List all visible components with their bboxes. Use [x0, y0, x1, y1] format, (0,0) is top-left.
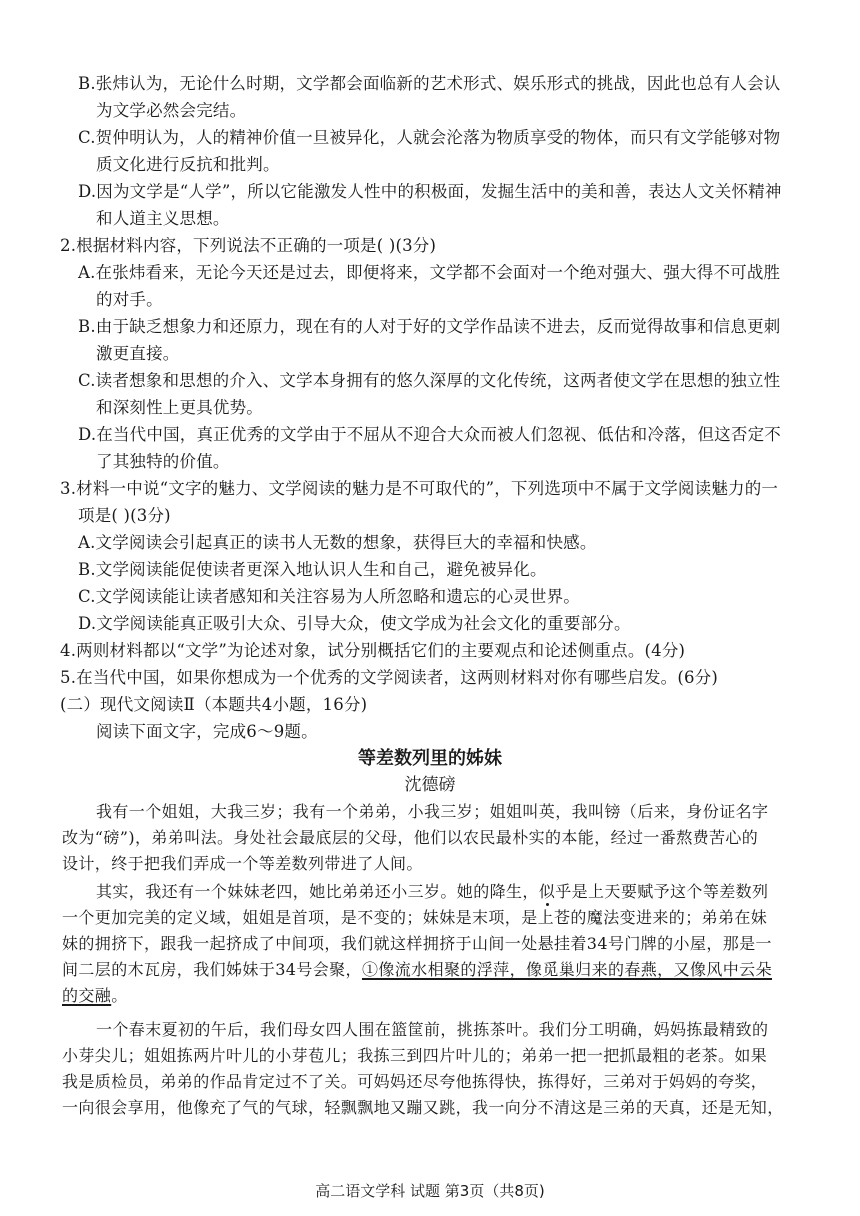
- q1-option-b-line2: 为文学必然会完结。: [96, 101, 247, 120]
- paragraph-2-line1-end: 乎是上天要赋予这个等差数列: [555, 882, 769, 901]
- paragraph-2-line4-start: 间二层的木瓦房，我们姊妹于34号会聚，: [62, 960, 362, 979]
- story-title: 等差数列里的姊妹: [358, 748, 502, 769]
- paragraph-3-line2: 小芽尖儿；姐姐拣两片叶儿的小芽苞儿；我拣三到四片叶儿的；弟弟一把一把抓最粗的老茶。如果: [62, 1046, 768, 1065]
- underlined-sentence-1: ①像流水相聚的浮萍，像觅巢归来的春燕，又像风中云朵: [361, 960, 772, 979]
- story-author: 沈德磅: [404, 775, 456, 795]
- paragraph-2-line2: 一个更加完美的定义域，姐姐是首项，是不变的；妹妹是末项，是上苍的魔法变进来的；弟弟在妹: [62, 908, 768, 927]
- paragraph-3-line3: 我是质检员，弟弟的作品肯定过不了关。可妈妈还尽夸他拣得快，拣得好，三弟对于妈妈的夸奖，: [62, 1072, 768, 1091]
- q5-stem: 5.在当代中国，如果你想成为一个优秀的文学阅读者，这两则材料对你有哪些启发。(6分): [60, 668, 719, 687]
- paragraph-2-line1-start: 其实，我还有一个妹妹老四，她比弟弟还小三岁。她的降生，: [96, 882, 539, 901]
- paragraph-2-line3: 妹的拥挤下，跟我一起挤成了中间项，我们就这样拥挤于山间一处悬挂着34号门牌的小屋，那是一: [62, 934, 772, 953]
- q2-option-b-line1: B.由于缺乏想象力和还原力，现在有的人对于好的文学作品读不进去，反而觉得故事和信息更刺: [78, 317, 781, 336]
- emphasis-dot-char: 似: [538, 882, 556, 901]
- q2-option-a-line2: 的对手。: [96, 290, 163, 309]
- q3-option-b: B.文学阅读能促使读者更深入地认识人生和自己，避免被异化。: [78, 560, 547, 579]
- q3-option-c: C.文学阅读能让读者感知和关注容易为人所忽略和遗忘的心灵世界。: [78, 587, 580, 606]
- paragraph-2-line5: [62, 984, 128, 1008]
- paragraph-2-period: 。: [111, 986, 128, 1005]
- q2-option-b-line2: 激更直接。: [96, 344, 180, 363]
- q1-option-c-line1: C.贺仲明认为，人的精神价值一旦被异化，人就会沦落为物质享受的物体，而只有文学能够对物: [78, 128, 781, 147]
- q2-option-d-line2: 了其独特的价值。: [96, 452, 230, 471]
- q3-option-d: D.文学阅读能真正吸引大众、引导大众，使文学成为社会文化的重要部分。: [78, 614, 631, 633]
- paragraph-1-line1: 我有一个姐姐，大我三岁；我有一个弟弟，小我三岁；姐姐叫英，我叫镑（后来，身份证名字: [96, 802, 769, 821]
- paragraph-2-line4: [62, 958, 772, 982]
- underlined-sentence-1-end: 的交融: [62, 986, 112, 1005]
- paragraph-1-line2: 改为“磅”)，弟弟叫法。身处社会最底层的父母，他们以农民最朴实的本能，经过一番熬费苦心的: [62, 828, 759, 847]
- page-footer: 高二语文学科 试题 第3页（共8页): [315, 1182, 545, 1200]
- q3-stem-line1: 3.材料一中说“文字的魅力、文学阅读的魅力是不可取代的”，下列选项中不属于文学阅读魅力的一: [60, 479, 779, 498]
- q2-option-c-line1: C.读者想象和思想的介入、文学本身拥有的悠久深厚的文化传统，这两者使文学在思想的独立性: [78, 371, 781, 390]
- q2-option-a-line1: A.在张炜看来，无论今天还是过去，即便将来，文学都不会面对一个绝对强大、强大得不可战胜: [78, 263, 781, 282]
- q1-option-d-line1: D.因为文学是“人学”，所以它能激发人性中的积极面，发掘生活中的美和善，表达人文关怀精神: [78, 182, 782, 201]
- paragraph-2-line1: [96, 880, 768, 904]
- q4-stem: 4.两则材料都以“文学”为论述对象，试分别概括它们的主要观点和论述侧重点。(4分): [60, 641, 686, 660]
- paragraph-1-line3: 设计，终于把我们弄成一个等差数列带进了人间。: [62, 854, 423, 873]
- q2-option-d-line1: D.在当代中国，真正优秀的文学由于不屈从不迎合大众而被人们忽视、低估和冷落，但这否定不: [78, 425, 781, 444]
- q1-option-b-line1: B.张炜认为，无论什么时期，文学都会面临新的艺术形式、娱乐形式的挑战，因此也总有人会认: [78, 74, 781, 93]
- q1-option-d-line2: 和人道主义思想。: [96, 209, 230, 228]
- paragraph-3-line4: 一向很会享用，他像充了气的气球，轻飘飘地又蹦又跳，我一向分不清这是三弟的天真，还是无知，: [62, 1098, 784, 1117]
- q2-option-c-line2: 和深刻性上更具优势。: [96, 398, 263, 417]
- q1-option-c-line2: 质文化进行反抗和批判。: [96, 155, 280, 174]
- paragraph-3-line1: 一个春末夏初的午后，我们母女四人围在篮筐前，挑拣茶叶。我们分工明确，妈妈拣最精致的: [96, 1020, 769, 1039]
- section-2-heading: (二）现代文阅读Ⅱ（本题共4小题，16分): [60, 695, 368, 714]
- section-2-instruction: 阅读下面文字，完成6～9题。: [96, 722, 318, 741]
- q3-stem-line2: 项是( )(3分): [78, 506, 171, 525]
- q2-stem: 2.根据材料内容，下列说法不正确的一项是( )(3分): [60, 236, 437, 255]
- q3-option-a: A.文学阅读会引起真正的读书人无数的想象，获得巨大的幸福和快感。: [78, 533, 597, 552]
